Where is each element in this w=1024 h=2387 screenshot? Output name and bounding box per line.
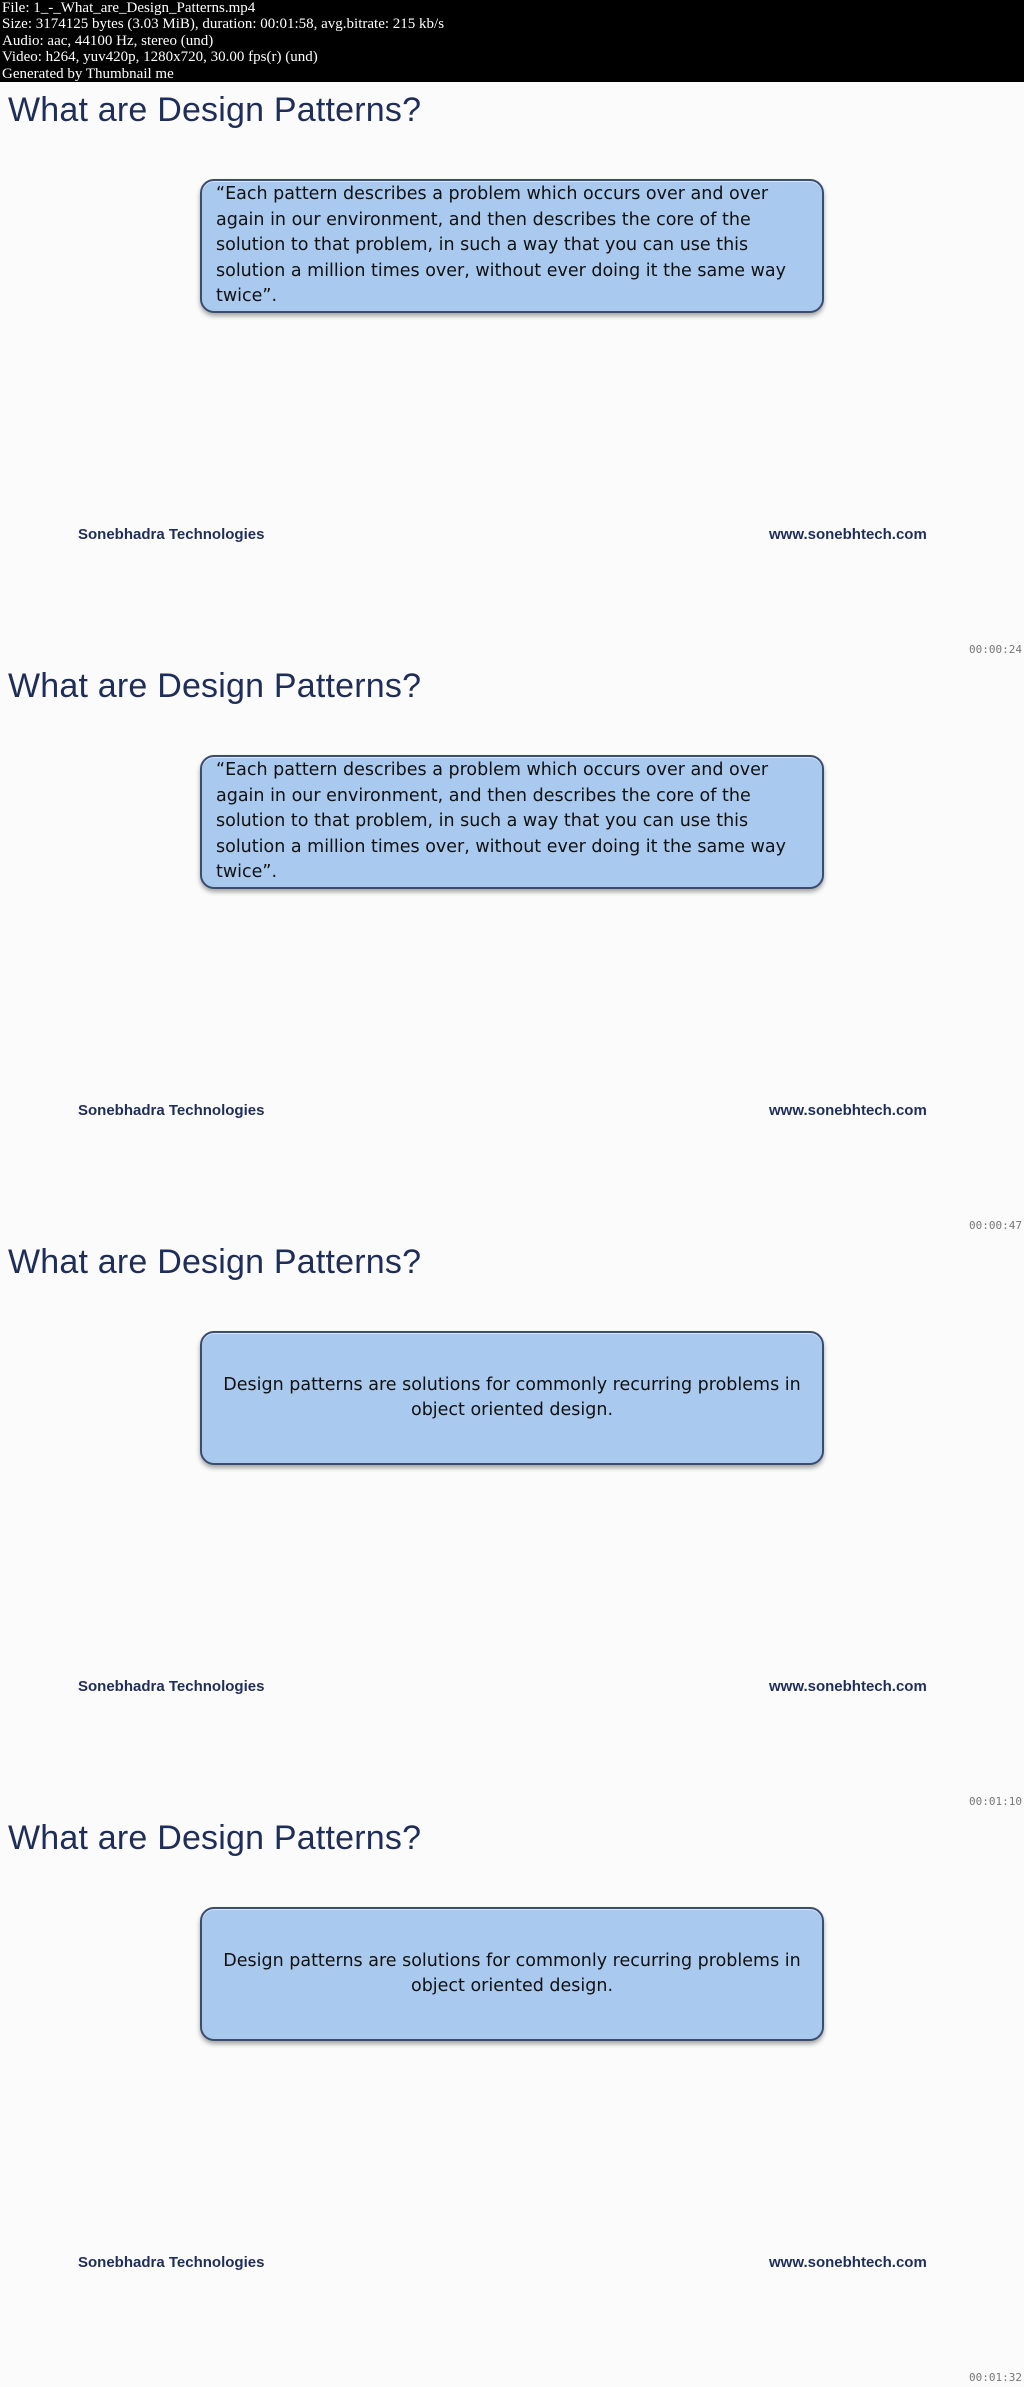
audio-info-line: Audio: aac, 44100 Hz, stereo (und) (2, 32, 214, 49)
file-info-line: File: 1_-_What_are_Design_Patterns.mp4 (2, 0, 256, 16)
definition-box (200, 1331, 824, 1465)
company-website: www.sonebhtech.com (769, 1678, 927, 1695)
quote-box (200, 179, 824, 313)
video-frame-thumbnail (0, 1234, 1024, 1809)
company-name: Sonebhadra Technologies (78, 1678, 265, 1695)
company-name: Sonebhadra Technologies (78, 2254, 265, 2271)
frame-timestamp: 00:01:10 (969, 1795, 1022, 1808)
frame-timestamp: 00:01:32 (969, 2371, 1022, 2384)
slide-title: What are Design Patterns? (8, 667, 422, 705)
quote-text: “Each pattern describes a problem which occurs over and over again in our environment, and then describes the core of the solution to that problem, in such a way that you can use this solution a million times over, without ever doing it the same way twice”. (216, 760, 786, 883)
video-frame-thumbnail (0, 1810, 1024, 2385)
company-website: www.sonebhtech.com (769, 2254, 927, 2271)
company-name: Sonebhadra Technologies (78, 1102, 265, 1119)
video-frame-thumbnail (0, 82, 1024, 657)
generator-info-line: Generated by Thumbnail me (2, 65, 174, 82)
quote-text: “Each pattern describes a problem which occurs over and over again in our environment, and then describes the core of the solution to that problem, in such a way that you can use this solution a million times over, without ever doing it the same way twice”. (216, 184, 786, 307)
video-frame-thumbnail (0, 658, 1024, 1233)
video-info-line: Video: h264, yuv420p, 1280x720, 30.00 fps(r) (und) (2, 49, 318, 66)
definition-box (200, 1907, 824, 2041)
slide-title: What are Design Patterns? (8, 91, 422, 129)
size-info-line: Size: 3174125 bytes (3.03 MiB), duration: 00:01:58, avg.bitrate: 215 kb/s (2, 16, 445, 33)
frame-timestamp: 00:00:24 (969, 643, 1022, 656)
quote-box (200, 755, 824, 889)
company-name: Sonebhadra Technologies (78, 526, 265, 543)
file-info-header (0, 0, 1024, 82)
company-website: www.sonebhtech.com (769, 1102, 927, 1119)
slide-title: What are Design Patterns? (8, 1819, 422, 1857)
definition-text: Design patterns are solutions for commonly recurring problems in object oriented design. (223, 1950, 801, 1996)
slide-title: What are Design Patterns? (8, 1243, 422, 1281)
definition-text: Design patterns are solutions for commonly recurring problems in object oriented design. (223, 1374, 801, 1420)
company-website: www.sonebhtech.com (769, 526, 927, 543)
frame-timestamp: 00:00:47 (969, 1219, 1022, 1232)
